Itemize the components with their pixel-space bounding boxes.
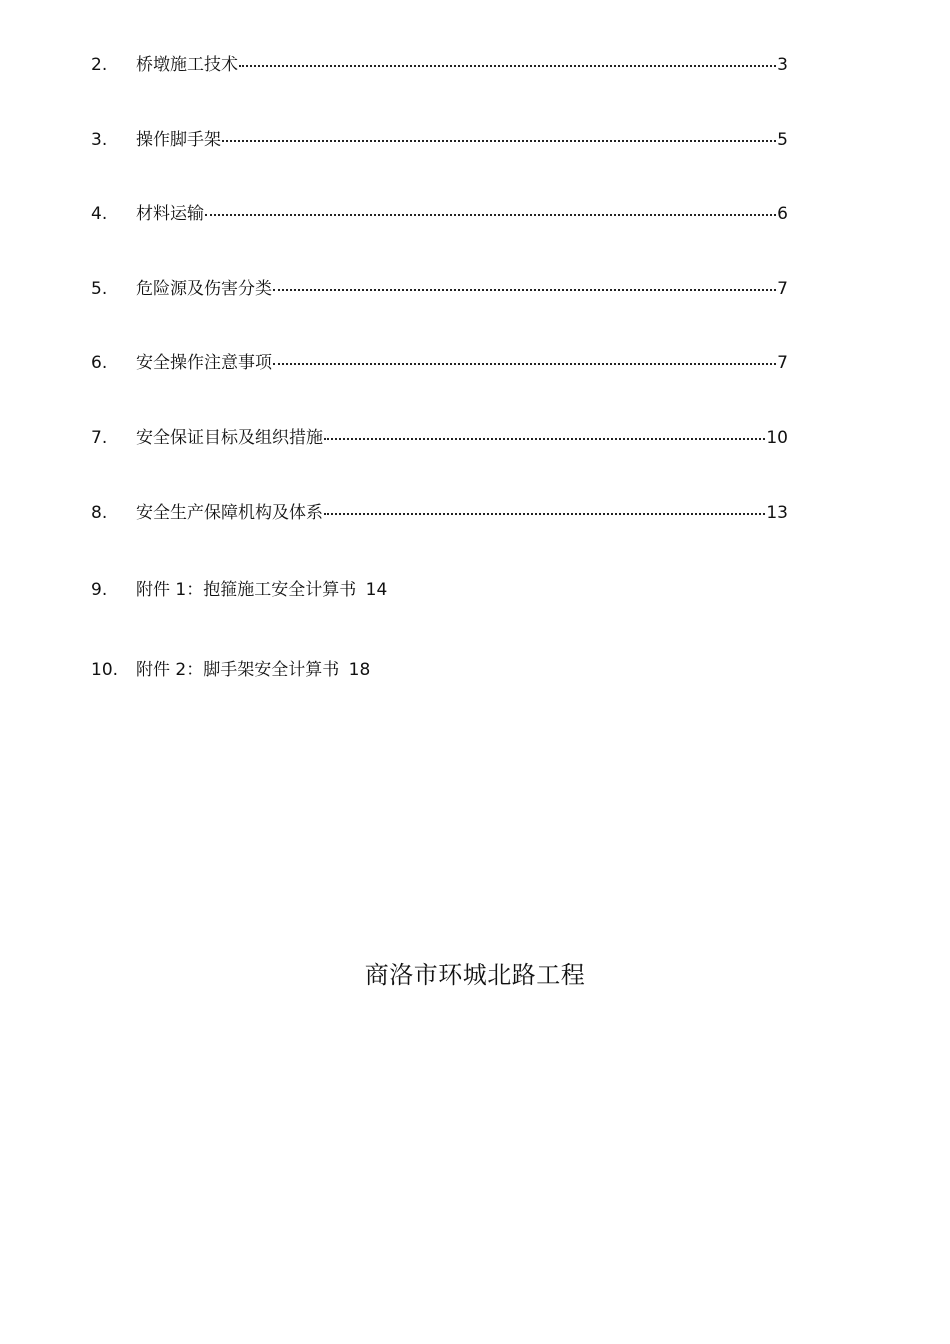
toc-entry-page: 14: [365, 580, 388, 600]
toc-entry-number: 6.: [91, 353, 108, 373]
toc-entry[interactable]: [91, 426, 788, 450]
toc-entry-title: 操作脚手架: [136, 130, 221, 150]
toc-entry-number: 5.: [91, 279, 108, 299]
toc-entry-title: 安全生产保障机构及体系: [136, 503, 323, 523]
dot-leader: [222, 140, 776, 142]
toc-entry-number: 2.: [91, 55, 108, 75]
toc-entry-title: 附件 2：脚手架安全计算书: [136, 660, 340, 680]
toc-entry-page: 6: [777, 204, 788, 224]
dot-leader: [205, 214, 776, 216]
toc-entry-page: 13: [766, 503, 788, 523]
toc-entry-title: 安全保证目标及组织措施: [136, 428, 323, 448]
dot-leader: [239, 65, 776, 67]
toc-entry-title: 材料运输: [136, 204, 204, 224]
project-title: 商洛市环城北路工程: [364, 961, 586, 989]
toc-entry[interactable]: [91, 128, 788, 152]
toc-entry-number: 4.: [91, 204, 108, 224]
toc-entry-number: 8.: [91, 503, 108, 523]
dot-leader: [273, 289, 776, 291]
toc-entry-page: 3: [777, 55, 788, 75]
dot-leader: [273, 363, 776, 365]
toc-entry-page: 5: [777, 130, 788, 150]
toc-entry-number: 10.: [91, 660, 119, 680]
toc-entry[interactable]: [91, 501, 788, 525]
toc-entry-title: 安全操作注意事项: [136, 353, 272, 373]
toc-entry-title: 桥墩施工技术: [136, 55, 238, 75]
toc-entry-number: 7.: [91, 428, 108, 448]
toc-entry-page: 10: [766, 428, 788, 448]
toc-entry-page: 7: [777, 353, 788, 373]
toc-entry[interactable]: [91, 202, 788, 226]
toc-entry-page: 18: [348, 660, 371, 680]
toc-entry[interactable]: [91, 277, 788, 301]
toc-entry-number: 9.: [91, 580, 108, 600]
dot-leader: [324, 438, 765, 440]
toc-entry-title: 附件 1：抱箍施工安全计算书: [136, 580, 357, 600]
toc-entry-number: 3.: [91, 130, 108, 150]
toc-entry-title: 危险源及伤害分类: [136, 279, 272, 299]
dot-leader: [324, 513, 765, 515]
toc-entry-page: 7: [777, 279, 788, 299]
toc-entry[interactable]: [91, 351, 788, 375]
toc-entry[interactable]: [91, 53, 788, 77]
